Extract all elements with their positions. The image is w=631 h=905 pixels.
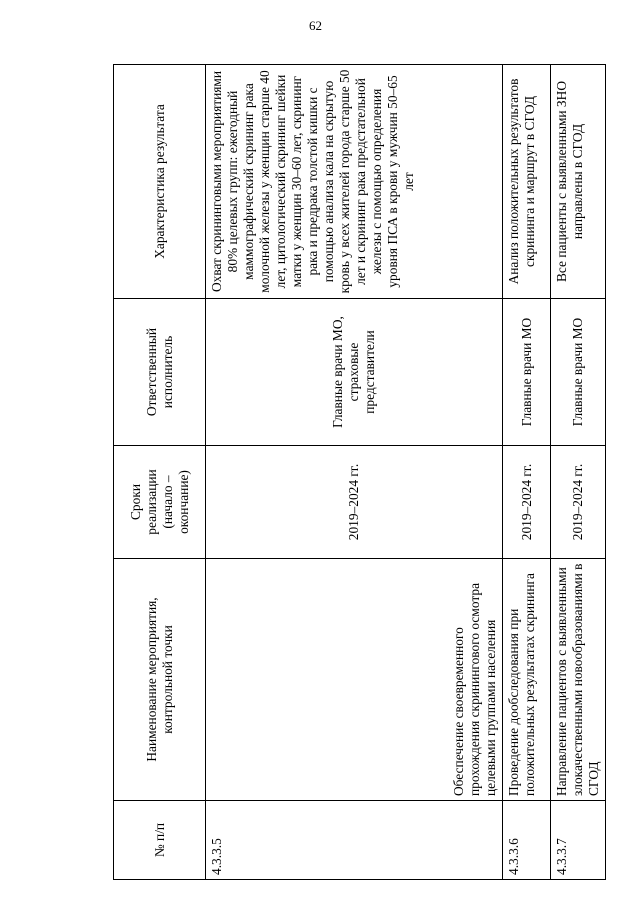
header-num: № п/п [114, 801, 206, 880]
cell-executor: Главные врачи МО [503, 299, 551, 446]
rotated-table-container [113, 65, 601, 880]
cell-result: Анализ положительных результатов скрининга и маршрут в СГОД [503, 65, 551, 299]
header-name: Наименование мероприятия, контрольной точки [114, 559, 206, 801]
header-result: Характеристика результата [114, 65, 206, 299]
cell-num: 4.3.3.7 [551, 801, 606, 880]
header-executor: Ответственный исполнитель [114, 299, 206, 446]
table-row [551, 65, 606, 880]
cell-name: Направление пациентов с выявленными злокачественными новообразованиями в СГОД [551, 559, 606, 801]
cell-name: Обеспечение своевременного прохождения скринингового осмотра целевыми группами населения [206, 559, 503, 801]
cell-num: 4.3.3.5 [206, 801, 503, 880]
cell-dates: 2019–2024 гг. [206, 446, 503, 559]
table-row [503, 65, 551, 880]
cell-result: Все пациенты с выявленными ЗНО направлены в СГОД [551, 65, 606, 299]
cell-executor: Главные врачи МО [551, 299, 606, 446]
table-row [206, 65, 503, 880]
cell-result: Охват скрининговыми мероприятиями 80% целевых групп: ежегодный маммографический скрининг рака молочной железы у женщин старше 40 лет, цитологический скрининг шейки матки у женщин 30–60 лет, скрининг рака и предрака толстой кишки с помощью анализа кала на скрытую кровь у всех жителей города старше 50 лет и скрининг рака предстательной железы с помощью определения уровня ПСА в крови у мужчин 50–65 лет [206, 65, 503, 299]
cell-name: Проведение дообследования при положительных результатах скрининга [503, 559, 551, 801]
cell-dates: 2019–2024 гг. [551, 446, 606, 559]
header-dates: Сроки реализации (начало – окончание) [114, 446, 206, 559]
cell-num: 4.3.3.6 [503, 801, 551, 880]
cell-executor: Главные врачи МО, страховые представители [206, 299, 503, 446]
table-header-row [114, 65, 206, 880]
page-number: 62 [309, 18, 322, 33]
activities-table [113, 64, 606, 880]
cell-dates: 2019–2024 гг. [503, 446, 551, 559]
